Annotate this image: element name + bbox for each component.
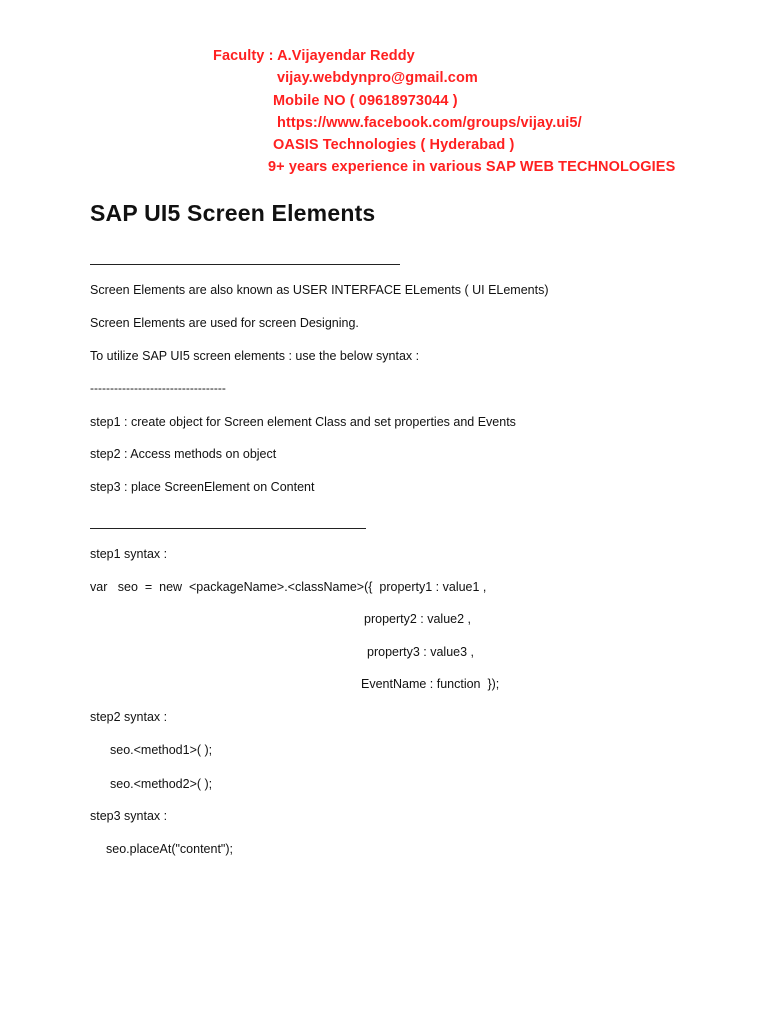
step3-code-line-1: seo.placeAt("content"); bbox=[106, 842, 233, 856]
faculty-email: vijay.webdynpro@gmail.com bbox=[277, 70, 478, 86]
step2-code-line-1: seo.<method1>( ); bbox=[110, 743, 213, 757]
intro-line-2: Screen Elements are used for screen Designing. bbox=[90, 316, 359, 330]
step1-syntax-heading: step1 syntax : bbox=[90, 547, 168, 561]
step2-syntax-heading: step2 syntax : bbox=[90, 710, 168, 724]
facebook-link[interactable]: https://www.facebook.com/groups/vijay.ui5/ bbox=[277, 115, 582, 131]
intro-line-1: Screen Elements are also known as USER INTERFACE ELements ( UI ELements) bbox=[90, 283, 549, 297]
step1-code-line-3: property3 : value3 , bbox=[367, 645, 475, 659]
step3-syntax-heading: step3 syntax : bbox=[90, 809, 168, 823]
dash-divider: ---------------------------------- bbox=[90, 381, 226, 395]
step1-code-line-4: EventName : function }); bbox=[361, 677, 500, 691]
institute-name: OASIS Technologies ( Hyderabad ) bbox=[273, 137, 515, 153]
step-3-description: step3 : place ScreenElement on Content bbox=[90, 480, 315, 494]
step1-code-line-2: property2 : value2 , bbox=[364, 612, 472, 626]
steps-divider bbox=[90, 528, 366, 529]
faculty-name: Faculty : A.Vijayendar Reddy bbox=[213, 48, 415, 64]
page-title: SAP UI5 Screen Elements bbox=[90, 200, 376, 226]
title-divider bbox=[90, 264, 400, 265]
experience-line: 9+ years experience in various SAP WEB TECHNOLOGIES bbox=[268, 159, 676, 175]
intro-line-3: To utilize SAP UI5 screen elements : use the below syntax : bbox=[90, 349, 420, 363]
step-2-description: step2 : Access methods on object bbox=[90, 447, 277, 461]
faculty-mobile: Mobile NO ( 09618973044 ) bbox=[273, 93, 458, 109]
step2-code-line-2: seo.<method2>( ); bbox=[110, 777, 213, 791]
step1-code-line-1: var seo = new <packageName>.<className>({ property1 : value1 , bbox=[90, 580, 487, 594]
step-1-description: step1 : create object for Screen element Class and set properties and Events bbox=[90, 415, 516, 429]
